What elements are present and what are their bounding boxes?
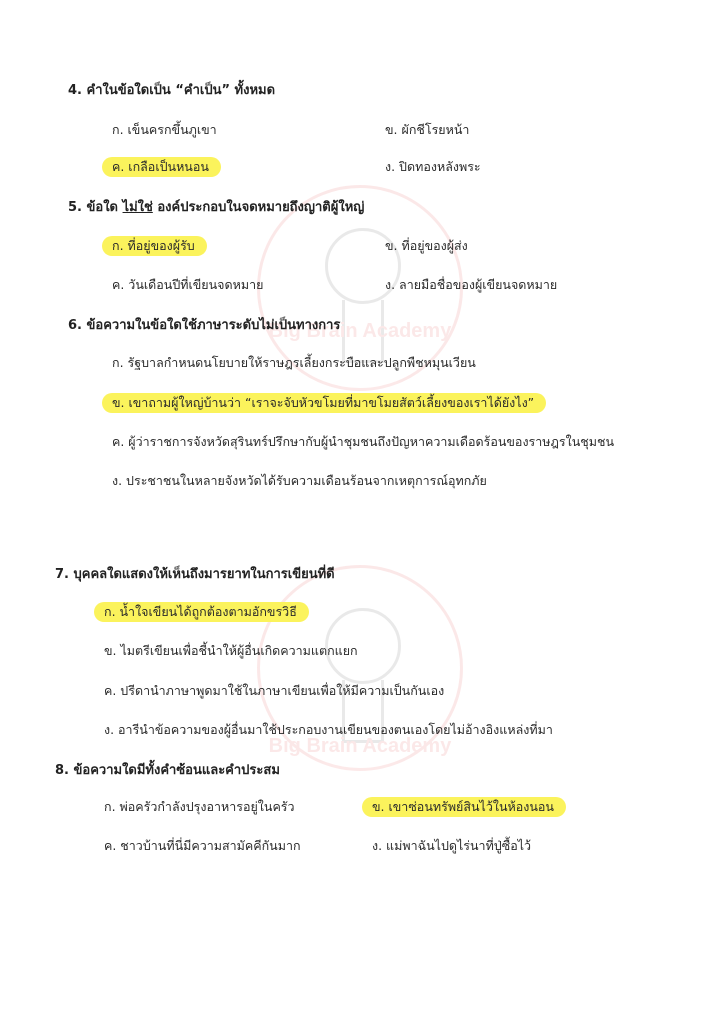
question-5-option-a[interactable] [112, 236, 207, 256]
question-8-option-d[interactable]: ง. แม่พาฉันไปดูไร่นาที่ปู่ซื้อไว้ [372, 838, 532, 853]
question-4-option-b[interactable]: ข. ผักชีโรยหน้า [385, 122, 470, 137]
question-5-title-prefix: 5. ข้อใด [68, 200, 123, 215]
question-8-option-b[interactable] [372, 797, 566, 817]
question-6-option-d[interactable]: ง. ประชาชนในหลายจังหวัดได้รับความเดือนร้อนจากเหตุการณ์อุทกภัย [112, 473, 487, 488]
question-8-option-a[interactable]: ก. พ่อครัวกำลังปรุงอาหารอยู่ในครัว [104, 799, 295, 814]
question-5-title [68, 196, 364, 217]
question-6-option-b[interactable] [112, 393, 546, 413]
question-5-option-b[interactable]: ข. ที่อยู่ของผู้ส่ง [385, 238, 468, 253]
answer-highlight: ก. ที่อยู่ของผู้รับ [102, 236, 207, 256]
question-7-option-c[interactable]: ค. ปรีดานำภาษาพูดมาใช้ในภาษาเขียนเพื่อให้มีความเป็นกันเอง [104, 683, 445, 698]
answer-highlight: ก. น้ำใจเขียนได้ถูกต้องตามอักขรวิธี [94, 602, 309, 622]
question-7-option-b[interactable]: ข. ไมตรีเขียนเพื่อชี้นำให้ผู้อื่นเกิดความแตกแยก [104, 643, 358, 658]
question-4-option-c[interactable] [112, 157, 221, 177]
question-5-title-suffix: องค์ประกอบในจดหมายถึงญาติผู้ใหญ่ [152, 200, 365, 215]
question-7-title: 7. บุคคลใดแสดงให้เห็นถึงมารยาทในการเขียนที่ดี [55, 567, 335, 582]
question-5-title-emphasis: ไม่ใช่ [122, 200, 153, 215]
question-7-option-a[interactable] [104, 602, 309, 622]
question-4-title: 4. คำในข้อใดเป็น “คำเป็น” ทั้งหมด [68, 83, 276, 98]
question-6-option-c[interactable]: ค. ผู้ว่าราชการจังหวัดสุรินทร์ปรึกษากับผู้นำชุมชนถึงปัญหาความเดือดร้อนของราษฎรในชุมชน [112, 434, 615, 449]
watermark-text: Big Brain Academy [268, 320, 452, 342]
question-6-title: 6. ข้อความในข้อใดใช้ภาษาระดับไม่เป็นทางการ [68, 318, 341, 333]
question-8-title: 8. ข้อความใดมีทั้งคำซ้อนและคำประสม [55, 763, 280, 778]
question-5-option-c[interactable]: ค. วันเดือนปีที่เขียนจดหมาย [112, 277, 264, 292]
question-7-option-d[interactable]: ง. อารีนำข้อความของผู้อื่นมาใช้ประกอบงานเขียนของตนเองโดยไม่อ้างอิงแหล่งที่มา [104, 722, 553, 737]
question-4-option-d[interactable]: ง. ปิดทองหลังพระ [385, 159, 481, 174]
answer-highlight: ค. เกลือเป็นหนอน [102, 157, 221, 177]
answer-highlight: ข. เขาถามผู้ใหญ่บ้านว่า “เราจะจับหัวขโมยที่มาขโมยสัตว์เลี้ยงของเราได้ยังไง” [102, 393, 546, 413]
question-6-option-a[interactable]: ก. รัฐบาลกำหนดนโยบายให้ราษฎรเลี้ยงกระบือและปลูกพืชหมุนเวียน [112, 355, 476, 370]
watermark-text: Big Brain Academy [268, 735, 452, 757]
answer-highlight: ข. เขาซ่อนทรัพย์สินไว้ในห้องนอน [362, 797, 566, 817]
watermark-logo [245, 565, 475, 771]
question-8-option-c[interactable]: ค. ชาวบ้านที่นี่มีความสามัคคีกันมาก [104, 838, 301, 853]
question-4-option-a[interactable]: ก. เข็นครกขึ้นภูเขา [112, 122, 217, 137]
question-5-option-d[interactable]: ง. ลายมือชื่อของผู้เขียนจดหมาย [385, 277, 558, 292]
